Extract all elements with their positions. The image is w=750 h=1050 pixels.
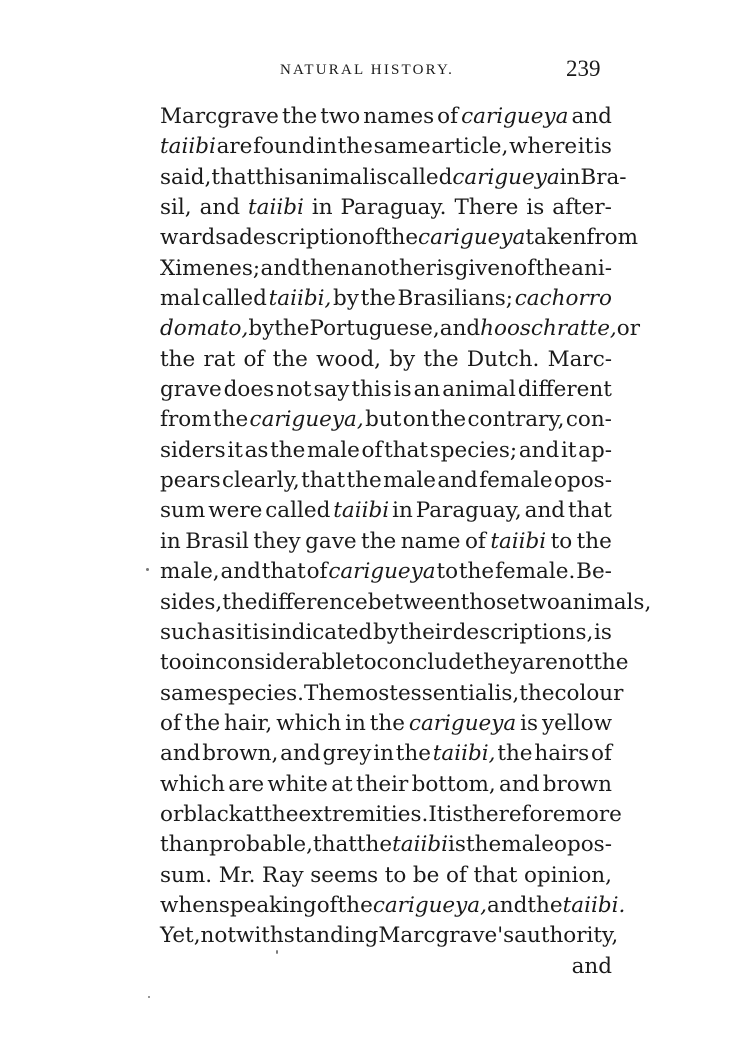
- word: that: [261, 559, 306, 585]
- word: conclude: [376, 650, 475, 676]
- word: The: [304, 680, 345, 706]
- word: opos-: [554, 468, 612, 494]
- word: the: [356, 832, 393, 858]
- word: is,: [494, 680, 520, 706]
- word: called: [265, 498, 331, 524]
- text-line: [160, 648, 629, 678]
- word: they: [474, 650, 522, 676]
- word: extremities.: [298, 801, 429, 827]
- word: Paraguay,: [415, 498, 522, 524]
- word: those: [460, 589, 520, 615]
- word: said,: [160, 164, 212, 190]
- catchword: and: [571, 953, 612, 979]
- word: pears: [160, 468, 221, 494]
- word: Dutch.: [466, 346, 540, 372]
- word: that: [384, 437, 429, 463]
- word: the: [222, 589, 258, 615]
- word: the: [360, 286, 396, 312]
- word: hair,: [223, 710, 273, 736]
- text-line: [160, 830, 612, 860]
- word: description: [239, 225, 362, 251]
- italic-word: taiibi.: [562, 892, 626, 918]
- word: therefore: [463, 801, 566, 827]
- word: called: [201, 286, 267, 312]
- word: it: [560, 437, 577, 463]
- italic-word: taiibi: [490, 528, 547, 554]
- word: to: [384, 862, 407, 888]
- word: ap-: [578, 437, 612, 463]
- word: is: [520, 710, 539, 736]
- word: which: [276, 710, 342, 736]
- word: that: [211, 164, 256, 190]
- word: sil,: [160, 195, 192, 221]
- ink-speck: [276, 950, 278, 954]
- word: Marcgrave's: [378, 923, 515, 949]
- word: or: [616, 316, 640, 342]
- word: this: [351, 377, 392, 403]
- word: is: [445, 801, 464, 827]
- word: the: [361, 528, 397, 554]
- word: in: [392, 498, 413, 524]
- word: two: [519, 589, 560, 615]
- word: and: [499, 771, 540, 797]
- word: in: [559, 164, 581, 190]
- text-line: [160, 405, 612, 435]
- word: sum: [160, 498, 206, 524]
- word: essential: [397, 680, 495, 706]
- word: and: [518, 437, 560, 463]
- word: probable,: [209, 832, 313, 858]
- text-line: [160, 921, 619, 951]
- body-text: [160, 102, 652, 982]
- word: clearly,: [222, 468, 300, 494]
- word: con-: [565, 407, 612, 433]
- word: Ray: [262, 862, 304, 888]
- word: were: [208, 498, 263, 524]
- text-line: [160, 436, 612, 466]
- word: two: [320, 104, 361, 129]
- italic-word: carigueya: [452, 164, 560, 190]
- word: the: [369, 710, 405, 736]
- word: by: [389, 346, 416, 372]
- italic-word: domato,: [160, 316, 249, 342]
- word: contrary,: [467, 407, 565, 433]
- word: descriptions,: [452, 619, 594, 645]
- word: notwithstanding: [200, 923, 379, 949]
- word: opinion,: [524, 862, 612, 888]
- text-line: [160, 314, 640, 344]
- italic-word: taiibi: [160, 134, 216, 160]
- word: of: [361, 437, 383, 463]
- word: wood,: [316, 346, 381, 372]
- word: than: [160, 832, 210, 858]
- word: Yet,: [160, 923, 201, 949]
- word: the: [593, 650, 629, 676]
- word: the: [274, 316, 310, 342]
- word: Mr.: [218, 862, 256, 888]
- word: is: [369, 164, 388, 190]
- word: male,: [160, 559, 220, 585]
- word: inconsiderable: [194, 650, 355, 676]
- text-line: [160, 527, 612, 557]
- word: that: [567, 498, 612, 524]
- word: opos-: [554, 832, 612, 858]
- word: of: [514, 255, 536, 281]
- word: the: [212, 407, 249, 433]
- italic-word: taiibi: [333, 498, 390, 524]
- word: that: [301, 468, 346, 494]
- word: species;: [429, 437, 518, 463]
- word: sides,: [160, 589, 223, 615]
- word: indicated: [270, 619, 373, 645]
- word: grey: [322, 741, 372, 767]
- word: and: [280, 741, 321, 767]
- italic-word: carigueya,: [372, 892, 487, 918]
- word: the: [382, 225, 419, 251]
- word: the: [337, 892, 373, 918]
- word: and: [199, 195, 241, 221]
- text-line: [160, 679, 624, 709]
- word: of: [437, 104, 459, 129]
- italic-word: taiibi,: [268, 286, 332, 312]
- word: by: [333, 286, 359, 312]
- text-line: [160, 254, 612, 284]
- word: such: [160, 619, 211, 645]
- text-line: [160, 163, 627, 193]
- word: this: [255, 164, 296, 190]
- italic-word: cachorro: [514, 286, 612, 312]
- word: to: [436, 559, 459, 585]
- word: the: [519, 680, 555, 706]
- word: given: [454, 255, 514, 281]
- word: to: [354, 650, 377, 676]
- word: Brasil: [185, 528, 249, 554]
- word: is: [594, 619, 612, 645]
- word: male: [307, 437, 360, 463]
- word: from: [586, 225, 638, 251]
- text-line: [160, 375, 612, 405]
- word: not: [276, 377, 312, 403]
- word: gave: [305, 528, 357, 554]
- word: of: [361, 225, 383, 251]
- word: grave: [160, 377, 222, 403]
- word: article,: [431, 134, 509, 160]
- page-number: 239: [566, 56, 601, 81]
- word: the: [263, 801, 299, 827]
- word: the: [535, 255, 571, 281]
- word: the: [270, 437, 306, 463]
- word: their: [399, 619, 452, 645]
- word: it: [227, 437, 243, 463]
- word: Paraguay.: [340, 195, 447, 221]
- word: colour: [554, 680, 624, 706]
- italic-word: hooschratte,: [480, 316, 617, 342]
- word: siders: [160, 437, 226, 463]
- text-line: [160, 284, 612, 314]
- word: animals,: [559, 589, 652, 615]
- text-line: [160, 223, 638, 253]
- word: on: [402, 407, 430, 433]
- text-line: [160, 709, 612, 739]
- word: in: [311, 195, 333, 221]
- word: the: [395, 741, 431, 767]
- word: and: [160, 741, 201, 767]
- word: and: [220, 559, 261, 585]
- text-line: [160, 588, 652, 618]
- italic-word: carigueya: [408, 710, 517, 736]
- text-line: [160, 739, 612, 769]
- word: and: [437, 468, 478, 494]
- word: male: [383, 468, 436, 494]
- word: where: [509, 134, 578, 160]
- word: that: [473, 862, 518, 888]
- word: species.: [216, 680, 304, 706]
- word: of: [160, 710, 181, 736]
- word: the: [160, 346, 196, 372]
- word: from: [160, 407, 212, 433]
- word: not: [557, 650, 594, 676]
- word: brown,: [202, 741, 279, 767]
- word: in: [345, 710, 366, 736]
- word: called: [387, 164, 453, 190]
- word: are: [522, 650, 558, 676]
- word: at: [241, 801, 264, 827]
- word: by: [248, 316, 275, 342]
- word: Marc-: [547, 346, 612, 372]
- word: animal: [295, 164, 370, 190]
- word: that: [312, 832, 357, 858]
- word: it: [577, 134, 594, 160]
- word: be: [412, 862, 440, 888]
- text-line: [160, 132, 612, 162]
- word: of: [446, 862, 467, 888]
- word: the: [527, 892, 563, 918]
- word: as: [211, 619, 236, 645]
- word: It: [428, 801, 446, 827]
- word: black: [183, 801, 242, 827]
- word: name: [400, 528, 461, 554]
- word: Bra-: [580, 164, 627, 190]
- word: is: [594, 134, 612, 160]
- word: seems: [310, 862, 379, 888]
- word: wards: [160, 225, 227, 251]
- word: their: [355, 771, 409, 797]
- word: Ximenes;: [160, 255, 261, 281]
- word: hairs: [534, 741, 590, 767]
- word: of: [591, 741, 612, 767]
- word: same: [373, 134, 431, 160]
- word: after-: [552, 195, 612, 221]
- word: to: [550, 528, 573, 554]
- text-line: [160, 861, 612, 891]
- word: ani-: [571, 255, 612, 281]
- word: Marcgrave: [160, 104, 279, 129]
- word: and: [571, 104, 612, 129]
- word: found: [253, 134, 316, 160]
- word: between: [367, 589, 461, 615]
- word: by: [372, 619, 399, 645]
- word: are: [216, 134, 253, 160]
- word: Be-: [576, 559, 612, 585]
- word: in: [373, 741, 394, 767]
- italic-word: taiibi,: [432, 741, 496, 767]
- word: is: [252, 619, 271, 645]
- word: of: [306, 559, 328, 585]
- word: female: [479, 468, 553, 494]
- word: difference: [257, 589, 368, 615]
- ink-speck: [148, 996, 150, 998]
- word: the: [465, 832, 502, 858]
- word: in: [316, 134, 337, 160]
- word: There: [454, 195, 519, 221]
- catchword-line: [160, 952, 612, 982]
- text-line: [160, 557, 612, 587]
- italic-word: carigueya: [461, 104, 569, 129]
- italic-word: carigueya: [418, 225, 526, 251]
- running-head: NATURAL HISTORY.: [280, 62, 455, 78]
- word: an: [413, 377, 441, 403]
- word: names: [363, 104, 435, 129]
- word: the: [184, 710, 221, 736]
- word: they: [253, 528, 301, 554]
- word: taken: [525, 225, 587, 251]
- text-line: [160, 770, 612, 800]
- word: which: [160, 771, 226, 797]
- word: and: [524, 498, 566, 524]
- word: too: [160, 650, 195, 676]
- text-line: [160, 496, 612, 526]
- word: of: [316, 892, 338, 918]
- word: sum.: [160, 862, 213, 888]
- word: different: [517, 377, 612, 403]
- word: is: [393, 377, 412, 403]
- word: the: [430, 407, 467, 433]
- word: of: [243, 346, 265, 372]
- word: and: [486, 892, 528, 918]
- ink-speck: [146, 568, 149, 571]
- italic-word: taiibi: [392, 832, 449, 858]
- word: is: [436, 255, 455, 281]
- word: the: [346, 468, 382, 494]
- word: the: [497, 741, 533, 767]
- word: male: [501, 832, 555, 858]
- italic-word: taiibi: [248, 195, 304, 221]
- word: Brasilians;: [397, 286, 514, 312]
- word: speaking: [218, 892, 317, 918]
- word: authority,: [514, 923, 619, 949]
- word: as: [244, 437, 269, 463]
- word: or: [160, 801, 184, 827]
- word: but: [365, 407, 402, 433]
- word: most: [344, 680, 398, 706]
- word: then: [301, 255, 351, 281]
- text-line: [160, 345, 612, 375]
- word: when: [160, 892, 219, 918]
- text-line: [160, 891, 626, 921]
- text-line: [160, 193, 612, 223]
- word: at: [331, 771, 353, 797]
- word: white: [267, 771, 328, 797]
- word: and: [439, 316, 481, 342]
- word: are: [228, 771, 265, 797]
- text-line: [160, 102, 612, 132]
- word: does: [223, 377, 275, 403]
- word: is: [526, 195, 545, 221]
- word: the: [337, 134, 373, 160]
- word: the: [272, 346, 308, 372]
- italic-word: carigueya: [328, 559, 436, 585]
- word: brown: [542, 771, 612, 797]
- word: the: [458, 559, 495, 585]
- word: the: [423, 346, 459, 372]
- word: Portuguese,: [309, 316, 440, 342]
- text-line: [160, 466, 612, 496]
- word: female.: [494, 559, 576, 585]
- word: the: [576, 528, 612, 554]
- word: is: [448, 832, 466, 858]
- word: bottom,: [411, 771, 496, 797]
- word: it: [236, 619, 252, 645]
- italic-word: carigueya,: [249, 407, 364, 433]
- word: mal: [160, 286, 201, 312]
- word: rat: [203, 346, 236, 372]
- text-line: [160, 800, 622, 830]
- word: the: [281, 104, 318, 129]
- text-line: [160, 618, 612, 648]
- word: another: [350, 255, 436, 281]
- word: yellow: [542, 710, 612, 736]
- word: and: [260, 255, 301, 281]
- word: a: [226, 225, 240, 251]
- word: say: [313, 377, 350, 403]
- word: in: [160, 528, 181, 554]
- word: same: [160, 680, 217, 706]
- word: of: [464, 528, 486, 554]
- word: more: [565, 801, 622, 827]
- word: animal: [442, 377, 516, 403]
